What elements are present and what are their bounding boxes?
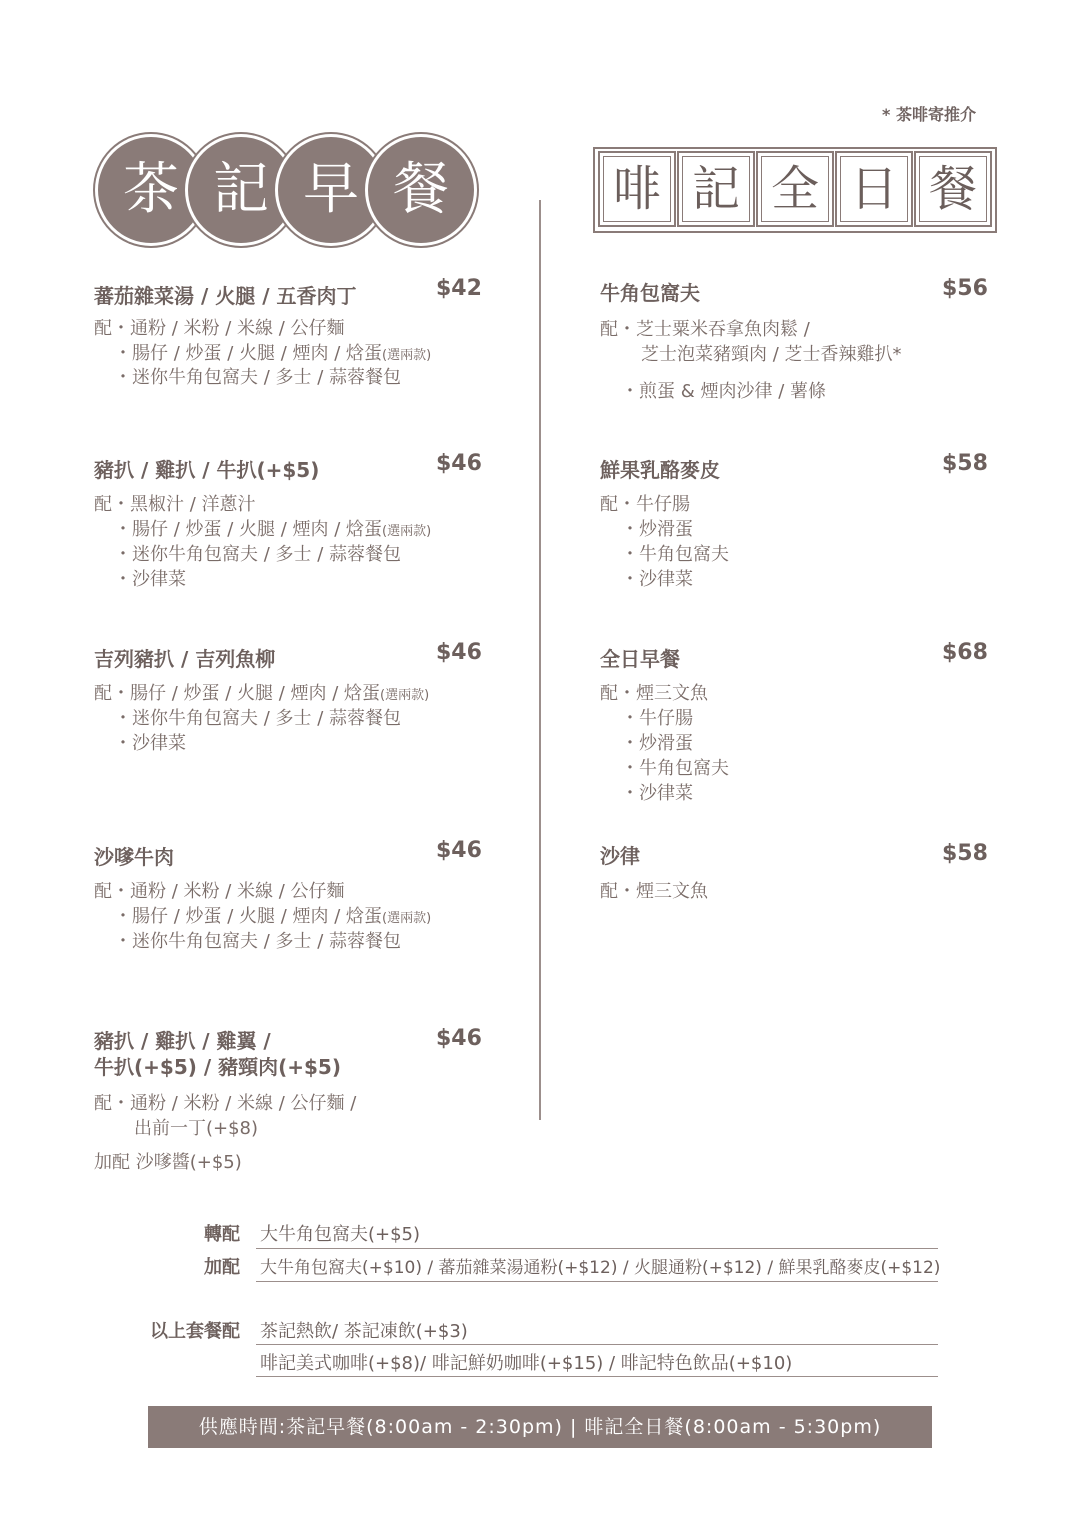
title-char: 餐 [393,157,449,222]
title-char: 早 [303,157,359,222]
menu-item-option: ・迷你牛角包窩夫 / 多士 / 蒜蓉餐包 [114,544,402,565]
title-char: 記 [213,157,269,222]
serving-hours-banner: 供應時間:茶記早餐(8:00am - 2:30pm) | 啡記全日餐(8:00am - 5:30pm) [148,1406,932,1448]
column-divider [539,200,541,1120]
menu-item-option: ・沙律菜 [114,569,186,590]
title-box: 餐 [914,151,992,227]
menu-item-option: 芝士泡菜豬頸肉 / 芝士香辣雞扒* [641,344,902,365]
add-side-value: 大牛角包窩夫(+$10) / 蕃茄雜菜湯通粉(+$12) / 火腿通粉(+$12) / 鮮果乳酪麥皮(+$12) [260,1258,941,1278]
menu-item-option: 配・芝士粟米吞拿魚肉鬆 / [600,319,810,340]
title-box: 全 [756,151,834,227]
title-box: 日 [835,151,913,227]
title-box: 記 [677,151,755,227]
divider-line [256,1281,938,1282]
menu-item-option: ・腸仔 / 炒蛋 / 火腿 / 煙肉 / 焓蛋(選兩款) [114,343,432,364]
menu-item-option: 出前一丁(+$8) [134,1118,259,1139]
menu-item-option: 配・通粉 / 米粉 / 米線 / 公仔麵 [94,881,345,902]
menu-item-option: 配・腸仔 / 炒蛋 / 火腿 / 煙肉 / 焓蛋(選兩款) [94,683,430,704]
menu-item-option: ・迷你牛角包窩夫 / 多士 / 蒜蓉餐包 [114,367,402,388]
divider-line [256,1344,938,1345]
menu-item-name: 蕃茄雜菜湯 / 火腿 / 五香肉丁 [94,284,357,308]
menu-item-option: ・煎蛋 & 煙肉沙律 / 薯條 [621,381,826,402]
title-char: 茶 [123,157,179,222]
menu-item-price: $46 [436,1026,482,1051]
menu-item-option: ・腸仔 / 炒蛋 / 火腿 / 煙肉 / 焓蛋(選兩款) [114,906,432,927]
switch-side-label: 轉配 [204,1224,240,1245]
menu-item-name: 鮮果乳酪麥皮 [600,458,720,482]
title-box: 啡 [598,151,676,227]
menu-item-price: $42 [436,276,482,301]
menu-item-option: ・沙律菜 [114,733,186,754]
menu-item-name: 牛角包窩夫 [600,281,700,305]
set-drink-value: 茶記熱飲/ 茶記凍飲(+$3) [260,1321,468,1342]
menu-item-option: ・牛角包窩夫 [621,758,729,779]
menu-item-option: 配・通粉 / 米粉 / 米線 / 公仔麵 / [94,1093,357,1114]
menu-item-option: ・牛仔腸 [621,708,693,729]
menu-item-name: 豬扒 / 雞扒 / 雞翼 / [94,1029,271,1053]
menu-item-option: ・沙律菜 [621,783,693,804]
switch-side-value: 大牛角包窩夫(+$5) [260,1224,421,1245]
menu-item-name: 吉列豬扒 / 吉列魚柳 [94,647,276,671]
menu-item-option: 配・通粉 / 米粉 / 米線 / 公仔麵 [94,318,345,339]
breakfast-section-title [98,137,474,243]
menu-item-name: 牛扒(+$5) / 豬頸肉(+$5) [94,1055,341,1079]
menu-item-price: $46 [436,451,482,476]
menu-item-option: 配・黑椒汁 / 洋蔥汁 [94,494,256,515]
set-drink-value: 啡記美式咖啡(+$8)/ 啡記鮮奶咖啡(+$15) / 啡記特色飲品(+$10) [260,1353,793,1374]
menu-item-option: ・迷你牛角包窩夫 / 多士 / 蒜蓉餐包 [114,708,402,729]
menu-item-name: 豬扒 / 雞扒 / 牛扒(+$5) [94,458,320,482]
menu-item-option: ・炒滑蛋 [621,519,693,540]
divider-line [256,1248,938,1249]
menu-item-option: ・沙律菜 [621,569,693,590]
menu-item-price: $46 [436,640,482,665]
menu-item-name: 全日早餐 [600,647,680,671]
menu-item-option: ・炒滑蛋 [621,733,693,754]
menu-item-option: ・迷你牛角包窩夫 / 多士 / 蒜蓉餐包 [114,931,402,952]
menu-item-name: 沙嗲牛肉 [94,845,174,869]
menu-item-option: 配・煙三文魚 [600,683,708,704]
set-drink-label: 以上套餐配 [150,1321,240,1342]
menu-item-price: $56 [942,276,988,301]
add-side-label: 加配 [204,1257,240,1278]
menu-item-option: ・腸仔 / 炒蛋 / 火腿 / 煙肉 / 焓蛋(選兩款) [114,519,432,540]
menu-item-option: 配・煙三文魚 [600,881,708,902]
recommend-note: * 茶啡寄推介 [882,105,976,124]
divider-line [256,1376,938,1377]
menu-item-option: 加配 沙嗲醬(+$5) [94,1152,242,1173]
menu-item-price: $58 [942,451,988,476]
menu-item-price: $46 [436,838,482,863]
menu-item-name: 沙律 [600,844,640,868]
menu-item-option: 配・牛仔腸 [600,494,690,515]
menu-item-price: $58 [942,841,988,866]
menu-item-price: $68 [942,640,988,665]
menu-item-option: ・牛角包窩夫 [621,544,729,565]
